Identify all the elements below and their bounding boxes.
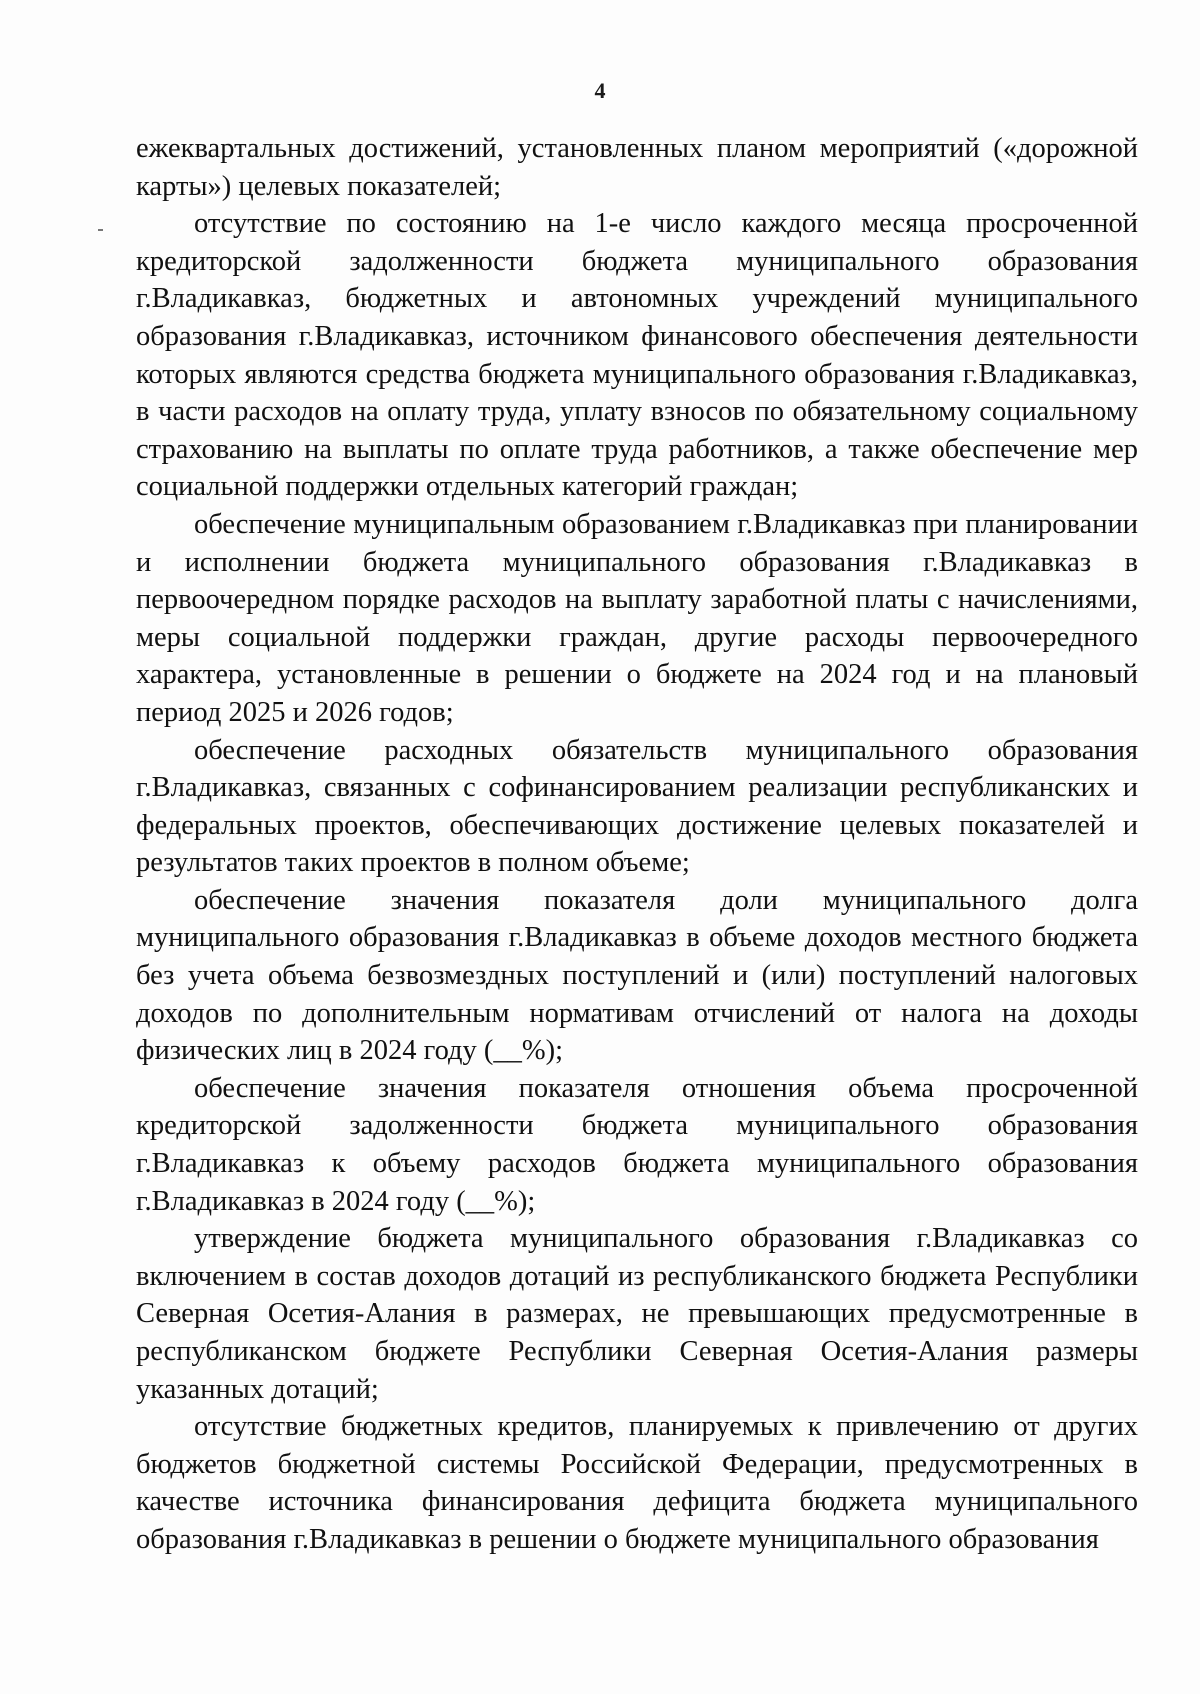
paragraph: обеспечение значения показателя отношения объема просроченной кредиторской задолженности бюджета муниципального образования г.Владикавказ к объему расходов бюджета муниципального образования г.Владикавказ в 2024 году (__%); (136, 1072, 1138, 1217)
paragraph: обеспечение расходных обязательств муниципального образования г.Владикавказ, связанных с софинансированием реализации республиканских и федеральных проектов, обеспечивающих достижение целевых показателей и результатов таких проектов в полном объеме; (136, 734, 1138, 879)
page-number: 4 (594, 78, 606, 103)
paragraph: утверждение бюджета муниципального образования г.Владикавказ со включением в состав доходов дотаций из республиканского бюджета Республики Северная Осетия-Алания в размерах, не превышающих предусмотренные в республиканском бюджете Республики Северная Осетия-Алания размеры указанных дотаций; (136, 1223, 1138, 1405)
margin-mark (98, 229, 103, 231)
document-body (136, 130, 1138, 1559)
paragraph: отсутствие бюджетных кредитов, планируемых к привлечению от других бюджетов бюджетной системы Российской Федерации, предусмотренных в качестве источника финансирования дефицита бюджета муниципального образования г.Владикавказ в решении о бюджете муниципального образования (136, 1411, 1138, 1555)
paragraph: ежеквартальных достижений, установленных планом мероприятий («дорожной карты») целевых показателей; (136, 133, 1138, 202)
paragraph: отсутствие по состоянию на 1-е число каждого месяца просроченной кредиторской задолженности бюджета муниципального образования г.Владикавказ, бюджетных и автономных учреждений муниципального образования г.Владикавказ, источником финансового обеспечения деятельности которых являются средства бюджета муниципального образования г.Владикавказ, в части расходов на оплату труда, уплату взносов по обязательному социальному страхованию на выплаты по оплате труда работников, а также обеспечение мер социальной поддержки отдельных категорий граждан; (136, 208, 1138, 503)
paragraph: обеспечение значения показателя доли муниципального долга муниципального образования г.Владикавказ в объеме доходов местного бюджета без учета объема безвозмездных поступлений и (или) поступлений налоговых доходов по дополнительным нормативам отчислений от налога на доходы физических лиц в 2024 году (__%); (136, 884, 1138, 1067)
paragraph: обеспечение муниципальным образованием г.Владикавказ при планировании и исполнении бюджета муниципального образования г.Владикавказ в первоочередном порядке расходов на выплату заработной платы с начислениями, меры социальной поддержки граждан, другие расходы первоочередного характера, установленные в решении о бюджете на 2024 год и на плановый период 2025 и 2026 годов; (136, 508, 1138, 728)
